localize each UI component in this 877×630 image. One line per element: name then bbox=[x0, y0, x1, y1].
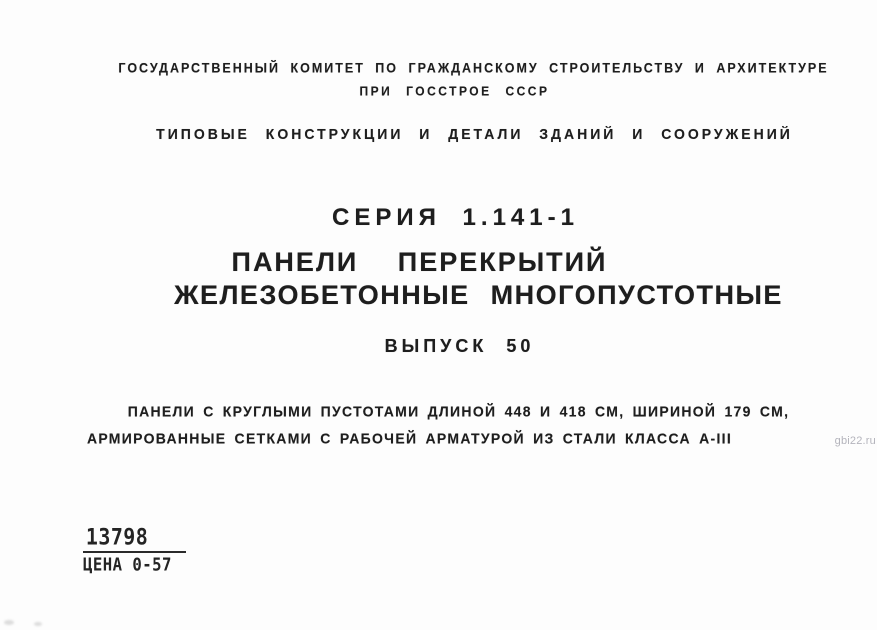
collection-title: ТИПОВЫЕ КОНСТРУКЦИИ И ДЕТАЛИ ЗДАНИЙ И СООРУЖЕНИЙ bbox=[156, 125, 793, 143]
inventory-number: 13798 bbox=[85, 524, 149, 550]
inventory-stamp bbox=[83, 526, 186, 575]
publisher-name-line2: ПРИ ГОССТРОЕ СССР bbox=[359, 83, 550, 99]
site-watermark: gbi22.ru bbox=[834, 435, 876, 447]
description-line2: АРМИРОВАННЫЕ СЕТКАМИ С РАБОЧЕЙ АРМАТУРОЙ ИЗ СТАЛИ КЛАССА А-III bbox=[86, 429, 733, 447]
scan-smudge bbox=[4, 620, 14, 625]
scan-smudge bbox=[34, 622, 42, 626]
publisher-name-line1: ГОСУДАРСТВЕННЫЙ КОМИТЕТ ПО ГРАЖДАНСКОМУ СТРОИТЕЛЬСТВУ И АРХИТЕКТУРЕ bbox=[118, 60, 829, 76]
price-label: ЦЕНА 0-57 bbox=[83, 555, 172, 576]
document-title-line1: ПАНЕЛИ ПЕРЕКРЫТИЙ bbox=[231, 247, 608, 277]
stamp-underline bbox=[83, 551, 186, 553]
description-line1: ПАНЕЛИ С КРУГЛЫМИ ПУСТОТАМИ ДЛИНОЙ 448 И 418 СМ, ШИРИНОЙ 179 СМ, bbox=[127, 402, 790, 420]
document-title-line2: ЖЕЛЕЗОБЕТОННЫЕ МНОГОПУСТОТНЫЕ bbox=[174, 280, 783, 310]
series-number: СЕРИЯ 1.141-1 bbox=[332, 204, 579, 231]
issue-number: ВЫПУСК 50 bbox=[384, 336, 535, 356]
